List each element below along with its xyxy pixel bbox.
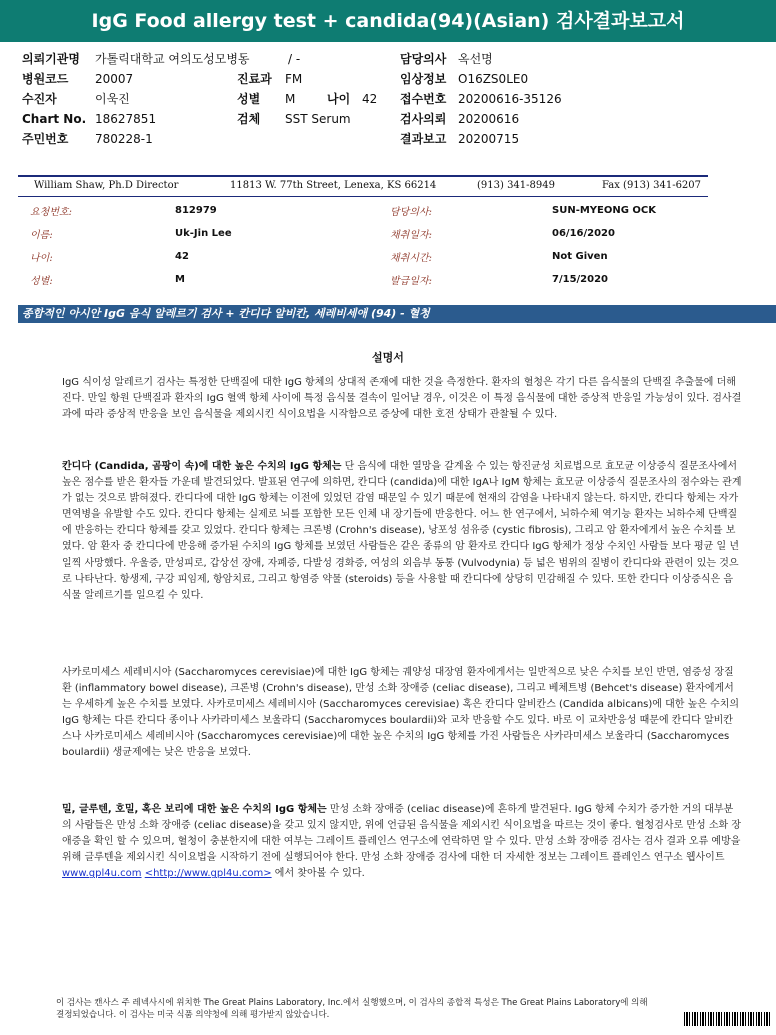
paragraph-gluten xyxy=(62,802,742,882)
specimen-label: 검체 xyxy=(237,112,261,126)
specimen-value: SST Serum xyxy=(285,112,351,126)
clinical-info-label: 임상정보 xyxy=(400,72,447,86)
age-value: 42 xyxy=(362,92,378,106)
paragraph-gluten-heading: 밀, 글루텐, 호밀, 혹은 보리에 대한 높은 수치의 IgG 항체는 xyxy=(62,804,327,815)
paragraph-candida-heading: 칸디다 (Candida, 곰팡이 속)에 대한 높은 수치의 IgG 항체는 xyxy=(62,461,342,472)
issue-date-label: 발급일자: xyxy=(390,276,433,287)
chart-no-value: 18627851 xyxy=(95,112,157,126)
footer-disclaimer: 이 검사는 캔사스 주 레넥사시에 위치한 The Great Plains Laboratory, Inc.에서 실행했으며, 이 검사의 종합적 특성은 The Great Plains Laboratory에 의해 결정되었습니다. 이 검사는 미국 식품 의약청에 의해 평가받지 않았습니다. xyxy=(56,998,648,1020)
request-no-label: 요청번호: xyxy=(30,207,73,218)
collection-time-value: Not Given xyxy=(552,251,608,262)
name-label: 이름: xyxy=(30,230,53,241)
clinical-info-value: O16ZS0LE0 xyxy=(458,72,529,86)
patient-age-label: 나이: xyxy=(30,253,53,264)
lab-address: 11813 W. 77th Street, Lenexa, KS 66214 xyxy=(230,180,437,191)
resident-no-label: 주민번호 xyxy=(22,132,69,146)
report-title: IgG Food allergy test + candida(94)(Asian) 검사결과보고서 xyxy=(0,0,776,42)
lab-director: William Shaw, Ph.D Director xyxy=(34,180,179,191)
patient-doctor-label: 담당의사: xyxy=(390,207,433,218)
doctor-label: 담당의사 xyxy=(400,52,447,66)
section-title: 설명서 xyxy=(372,351,404,364)
lab-info-bar xyxy=(0,180,776,195)
collection-date-label: 채취일자: xyxy=(390,230,433,241)
lab-divider xyxy=(18,196,708,197)
request-date-label: 검사의뢰 xyxy=(400,112,447,126)
top-divider xyxy=(18,175,708,177)
name-value: Uk-Jin Lee xyxy=(175,228,232,239)
patient-doctor-value: SUN-MYEONG OCK xyxy=(552,205,657,216)
institution-extra: / - xyxy=(288,52,301,66)
recipient-label: 수진자 xyxy=(22,92,57,106)
paragraph-candida-body: 단 음식에 대한 열망을 갈계올 수 있는 항진균성 치료법으로 효모균 이상증식 질문조사에서 높은 점수를 받은 환자들 가운데 발견되었다. 발표된 연구에 의하면, 칸디다 (candida)에 대한 IgA나 IgM 항체는 효모균 이상증식 질문조사의 점수와는 관계가 없는 것으로 밝혀졌다. 칸디다에 대한 IgG 항체는 이전에 있었던 감염 때문일 수 있기 때문에 현재의 감염을 나타내지 않는다. 하지만, 칸디다 항체는 자가면역병을 유발할 수도 있다. 칸디다 항체는 실제로 뇌를 포함한 모든 인체 내 장기들에 반응한다. 어느 한 연구에서, 뇌하수체 역기능 환자는 뇌하수체 단백질에 반응하는 칸디다 항체를 갖고 있었다. 칸디다 항체는 크론병 (Crohn's disease), 낭포성 섬유증 (cystic fibrosis), 그리고 암 환자에게서 높은 수치를 보였다. 암 환자 중 칸디다에 반응해 증가된 수치의 IgG 항체를 보였던 사람들은 같은 종류의 암 환자로 칸디다 IgG 항체가 정상 수치인 사람들 보다 평균 일 년 일찍 사망했다. 우울증, 만성피로, 갑상선 장애, 자폐증, 다발성 경화증, 여성의 외음부 동통 (Vulvodynia) 등 넓은 범위의 질병이 칸디다와 관련이 있는 것으로 나타난다. 항생제, 구강 피임제, 항암치료, 그리고 항염증 약물 (steroids) 등을 사용할 때 칸디다에 상당히 민감해질 수 있다. 또한 칸디다 이상증식은 음식물 알레르기를 일으킬 수 있다. xyxy=(62,461,742,601)
hospital-code-label: 병원코드 xyxy=(22,72,69,86)
report-date-value: 20200715 xyxy=(458,132,520,146)
sex-label: 성별 xyxy=(237,92,261,106)
request-no-value: 812979 xyxy=(175,205,217,216)
age-label: 나이 xyxy=(327,92,351,106)
collection-date-value: 06/16/2020 xyxy=(552,228,615,239)
lab-fax: Fax (913) 341-6207 xyxy=(602,180,702,191)
hospital-code-value: 20007 xyxy=(95,72,134,86)
lab-phone: (913) 341-8949 xyxy=(477,180,555,191)
report-date-label: 결과보고 xyxy=(400,132,447,146)
department-value: FM xyxy=(285,72,303,86)
patient-age-value: 42 xyxy=(175,251,189,262)
sex-value: M xyxy=(285,92,296,106)
panel-title-bar: 종합적인 아시안 IgG 음식 알레르기 검사 + 칸디다 알비칸, 세레비세애 (94) - 혈청 xyxy=(18,305,776,323)
resident-no-value: 780228-1 xyxy=(95,132,153,146)
paragraph-saccharomyces: 사카로미세스 세레비시아 (Saccharomyces cerevisiae)에 대한 IgG 항체는 궤양성 대장염 환자에게서는 일반적으로 낮은 수치를 보인 반면, 염증성 장질환 (inflammatory bowel disease), 크론병 (Crohn's disease), 만성 소화 장애증 (celiac disease), 그리고 베체트병 (Behcet's disease) 환자에게서는 우세하게 높은 수치를 보였다. 사카로미세스 세레비시아 (Saccharomyces cerevisiae) 혹은 칸디다 알비칸스 (Candida albicans)에 대한 높은 수치의 IgG 항체는 다른 칸디다 종이나 사카라미세스 보울라디 (Saccharomyces boulardii)와 교차 반응할 수도 있다. 바로 이 교차반응성 때문에 칸디다 알비칸스나 사카로미세스 세레비시아 (Saccharomyces cerevisiae)에 대한 높은 수치의 IgG 항체를 가진 사람들은 사카라미세스 보울라디 (Saccharomyces boulardii) 생균제에는 낮은 반응을 보였다. xyxy=(62,667,740,759)
patient-sex-value: M xyxy=(175,274,185,285)
request-date-value: 20200616 xyxy=(458,112,520,126)
website-link[interactable]: www.gpl4u.com xyxy=(62,868,142,880)
barcode xyxy=(684,1012,770,1026)
paragraph-candida xyxy=(62,459,742,604)
collection-time-label: 채취시간: xyxy=(390,253,433,264)
paragraph-gluten-body: 만성 소화 장애증 (celiac disease)에 흔하게 발견된다. IgG 항체 수치가 증가한 거의 대부분의 사람들은 만성 소화 장애증 (celiac disease)을 갖고 있지 않지만, 위에 언급된 음식물을 제외시킨 식이요법을 따르는 것이 좋다. 혈청검사로 만성 소화 장애증을 확인 할 수 있으며, 혈청이 충분한지에 대한 여부는 그레이트 플레인스 연구소에 연락하면 알 수 있다. 만성 소화 장애증 검사는 검사 결과 오류 예방을 위해 글루텐을 제외시킨 식이요법을 시작하기 전에 실행되어야 한다. 만성 소화 장애증 검사에 대한 더 자세한 정보는 그레이트 플레인스 연구소 웹사이트 xyxy=(62,804,742,864)
patient-sex-label: 성별: xyxy=(30,276,53,287)
department-label: 진료과 xyxy=(237,72,272,86)
institution-value: 가톨릭대학교 여의도성모병동 xyxy=(95,52,250,66)
receipt-no-value: 20200616-35126 xyxy=(458,92,562,106)
doctor-value: 옥선명 xyxy=(458,52,493,66)
paragraph-igg-test: IgG 식이성 알레르기 검사는 특정한 단백질에 대한 IgG 항체의 상대적 존재에 대한 것을 측정한다. 환자의 혈청은 각기 다른 음식물의 단백질 추출물에 더해진다. 만일 항원 단백질과 환자의 IgG 혈액 항체 사이에 특정 음식물 결속이 일어날 경우, 이것은 이 특정 음식물에 대한 증상적 반응일 가능성이 있다. 검사결과에 따라 증상적 반응을 보인 음식물을 제외시킨 식이요법을 시작함으로 증상에 대한 호전 상태가 관찰될 수 있다. xyxy=(62,377,742,421)
website-link-url[interactable]: <http://www.gpl4u.com> xyxy=(144,868,272,880)
report-header xyxy=(0,50,776,150)
institution-label: 의뢰기관명 xyxy=(22,52,80,66)
recipient-value: 이욱진 xyxy=(95,92,130,106)
issue-date-value: 7/15/2020 xyxy=(552,274,609,285)
receipt-no-label: 접수번호 xyxy=(400,92,447,106)
paragraph-gluten-end: 에서 찾아볼 수 있다. xyxy=(271,868,365,880)
chart-no-label: Chart No. xyxy=(22,112,87,126)
